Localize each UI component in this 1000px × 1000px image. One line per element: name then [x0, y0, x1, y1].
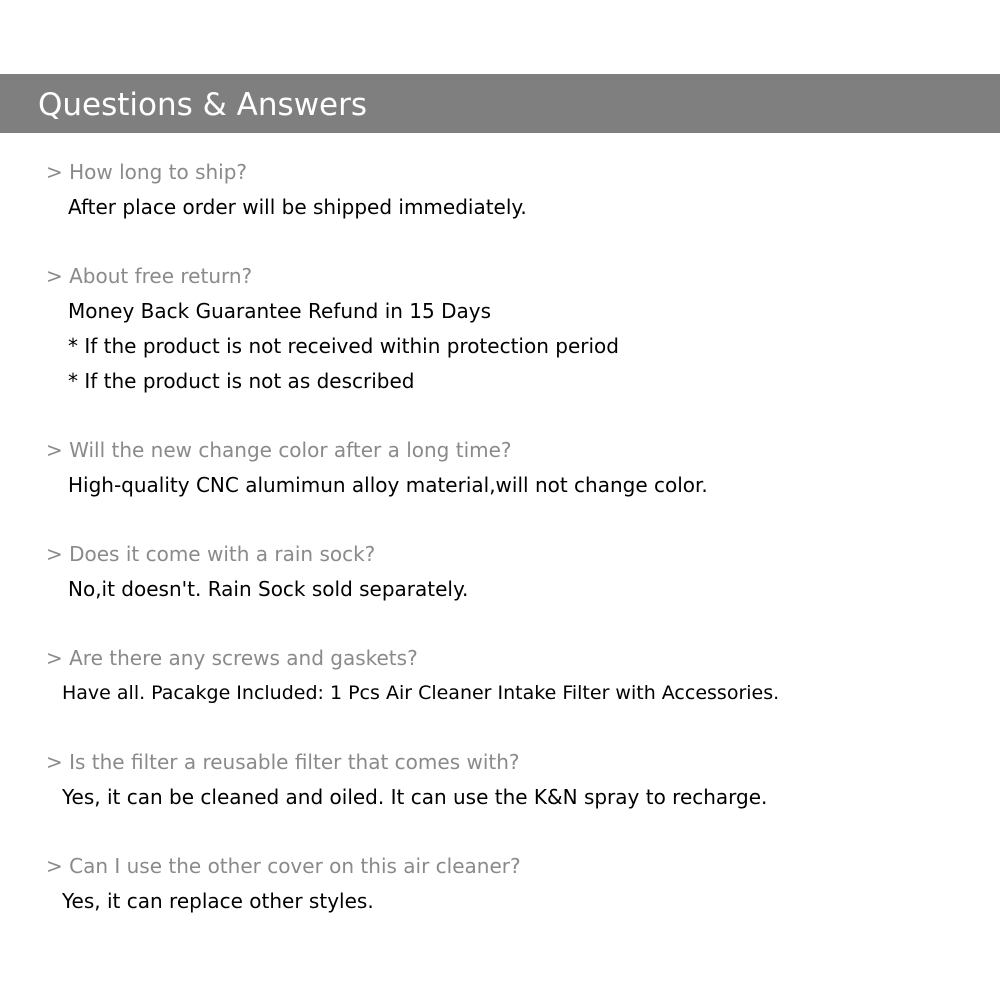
question-4: > Does it come with a rain sock?	[46, 542, 376, 566]
answer-4-line-1: No,it doesn't. Rain Sock sold separately.	[68, 577, 469, 601]
question-7: > Can I use the other cover on this air cleaner?	[46, 854, 521, 878]
question-5: > Are there any screws and gaskets?	[46, 646, 418, 670]
answer-2-line-3: * If the product is not as described	[68, 369, 415, 393]
answer-2-line-1: Money Back Guarantee Refund in 15 Days	[68, 299, 492, 323]
answer-7-line-1: Yes, it can replace other styles.	[62, 889, 374, 913]
answer-5-line-1: Have all. Pacakge Included: 1 Pcs Air Cleaner Intake Filter with Accessories.	[62, 682, 780, 704]
question-3: > Will the new change color after a long time?	[46, 438, 512, 462]
answer-6-line-1: Yes, it can be cleaned and oiled. It can use the K&N spray to recharge.	[62, 785, 768, 809]
question-2: > About free return?	[46, 264, 253, 288]
page-title: Questions & Answers	[38, 87, 368, 123]
answer-3-line-1: High-quality CNC alumimun alloy material,will not change color.	[68, 473, 708, 497]
answer-1-line-1: After place order will be shipped immediately.	[68, 195, 527, 219]
question-1: > How long to ship?	[46, 160, 248, 184]
question-6: > Is the filter a reusable filter that comes with?	[46, 750, 520, 774]
answer-2-line-2: * If the product is not received within protection period	[68, 334, 619, 358]
